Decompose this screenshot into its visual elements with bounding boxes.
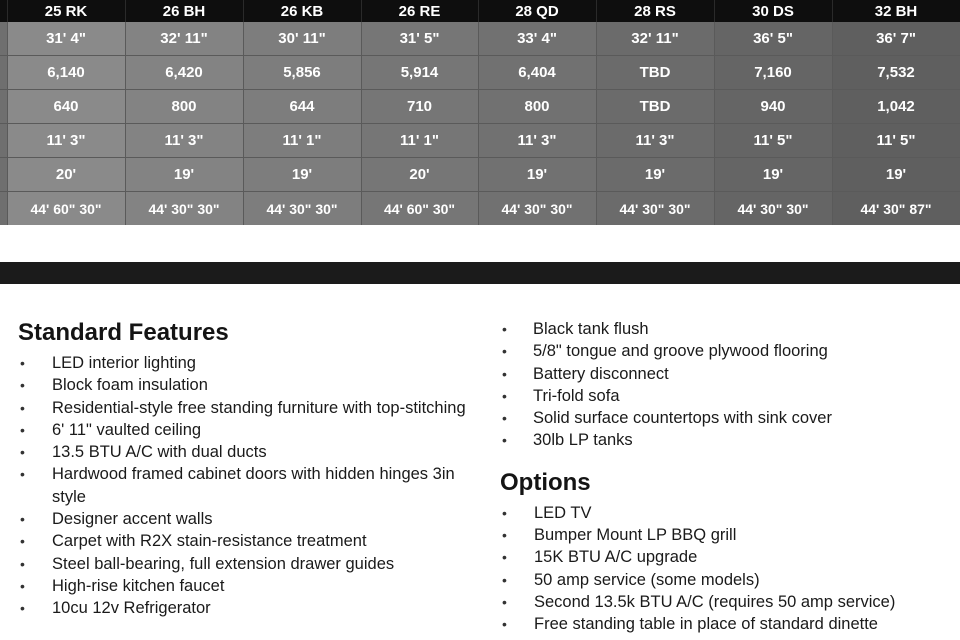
row-label-stub [0,124,7,158]
options-list [500,502,950,636]
list-item [500,407,950,429]
spec-cell: 1,042 [832,90,960,124]
spec-row [0,124,960,158]
spec-cell: 11' 5" [714,124,832,158]
list-item [500,613,950,635]
bullet-icon: • [502,593,507,610]
list-item [500,363,950,385]
list-item-text: Tri-fold sofa [533,386,620,405]
spec-row [0,56,960,90]
spec-cell: 6,420 [125,56,243,90]
list-item [500,318,950,340]
options-title: Options [500,468,591,496]
model-header: 26 KB [243,0,361,22]
spec-cell: 19' [125,158,243,192]
spec-row [0,192,960,226]
list-item-text: Solid surface countertops with sink cover [533,409,832,428]
spec-cell: TBD [596,56,714,90]
model-header: 30 DS [714,0,832,22]
list-item [18,553,480,575]
bullet-icon: • [20,355,25,371]
model-header: 28 QD [478,0,596,22]
spec-row [0,158,960,192]
spec-cell: 11' 3" [478,124,596,158]
list-item [500,385,950,407]
bullet-icon: • [502,549,507,566]
spec-cell: 800 [478,90,596,124]
spec-cell: 44' 60" 30" [361,192,478,226]
spec-cell: 32' 11" [596,22,714,56]
bullet-icon: • [20,377,25,394]
list-item [500,524,950,546]
spec-cell: 44' 30" 30" [125,192,243,226]
bullet-icon: • [20,555,25,572]
list-item-text: Black tank flush [533,320,649,338]
model-header: 28 RS [596,0,714,22]
spec-cell: 44' 60" 30" [7,192,125,226]
list-item [500,569,950,591]
list-item-text: Designer accent walls [52,510,213,529]
bullet-icon: • [20,511,25,528]
bullet-icon: • [502,365,507,382]
list-item-text: Free standing table in place of standard dinette [534,615,878,634]
bullet-icon: • [502,410,507,427]
list-item-text: Hardwood framed cabinet doors with hidden hinges 3in style [52,465,455,506]
model-header: 32 BH [832,0,960,22]
spec-cell: 6,140 [7,56,125,90]
list-item [500,546,950,568]
list-item-text: 50 amp service (some models) [534,570,760,589]
bullet-icon: • [502,571,507,588]
list-item [18,463,480,508]
list-item-text: Residential-style free standing furniture with top-stitching [52,398,466,417]
row-label-stub [0,56,7,90]
list-item-text: 6' 11" vaulted ceiling [52,420,202,439]
spec-cell: 44' 30" 30" [596,192,714,226]
spec-cell: 44' 30" 30" [243,192,361,226]
model-header-row [0,0,960,22]
list-item-text: LED TV [534,503,592,522]
spec-cell: 32' 11" [125,22,243,56]
bullet-icon: • [20,444,25,461]
bullet-icon: • [20,600,25,617]
spec-cell: 19' [243,158,361,192]
list-item-text: Carpet with R2X stain-resistance treatment [52,532,367,551]
spec-cell: 19' [714,158,832,192]
spec-cell: 36' 7" [832,22,960,56]
bullet-icon: • [502,432,507,449]
list-item [18,352,480,374]
spec-cell: 11' 5" [832,124,960,158]
bullet-icon: • [502,343,507,360]
list-item [500,591,950,613]
spec-cell: 640 [7,90,125,124]
list-item-text: 5/8" tongue and groove plywood flooring [533,342,828,361]
spec-row [0,90,960,124]
list-item-text: 10cu 12v Refrigerator [52,599,211,618]
list-item [18,441,480,463]
standard-features-continued-list [500,318,950,452]
list-item [18,397,480,419]
right-column [500,318,950,636]
spec-cell: 20' [7,158,125,192]
bullet-icon: • [20,533,25,550]
row-label-stub [0,0,7,22]
model-header: 26 RE [361,0,478,22]
list-item-text: Block foam insulation [52,376,208,395]
spec-row [0,22,960,56]
list-item [18,374,480,396]
list-item-text: High-rise kitchen faucet [52,576,225,595]
bullet-icon: • [502,504,507,521]
spec-cell: 5,914 [361,56,478,90]
spec-cell: 6,404 [478,56,596,90]
section-divider-band [0,262,960,284]
list-item-text: 13.5 BTU A/C with dual ducts [52,443,267,462]
spec-cell: 7,532 [832,56,960,90]
list-item-text: 30lb LP tanks [533,431,633,450]
spec-table [0,0,960,225]
spec-cell: 11' 3" [125,124,243,158]
spec-cell: 7,160 [714,56,832,90]
bullet-icon: • [20,577,25,594]
model-header: 26 BH [125,0,243,22]
spec-cell: 33' 4" [478,22,596,56]
model-header: 25 RK [7,0,125,22]
bullet-icon: • [20,421,25,438]
spec-cell: 800 [125,90,243,124]
row-label-stub [0,192,7,226]
spec-cell: 31' 5" [361,22,478,56]
standard-features-list [18,352,480,620]
spec-cell: 30' 11" [243,22,361,56]
spec-cell: 710 [361,90,478,124]
spec-cell: 940 [714,90,832,124]
spec-cell: 19' [478,158,596,192]
list-item-text: Steel ball-bearing, full extension drawer guides [52,554,395,573]
spec-cell: 44' 30" 30" [478,192,596,226]
bullet-icon: • [502,321,507,337]
spec-cell: 44' 30" 87" [832,192,960,226]
bullet-icon: • [502,387,507,404]
spec-cell: 36' 5" [714,22,832,56]
row-label-stub [0,158,7,192]
list-item [500,429,950,451]
row-label-stub [0,22,7,56]
list-item-text: Second 13.5k BTU A/C (requires 50 amp service) [534,592,896,611]
list-item [18,508,480,530]
bullet-icon: • [20,399,25,416]
spec-cell: 19' [596,158,714,192]
spec-cell: 11' 3" [596,124,714,158]
list-item [500,502,950,524]
spec-cell: 44' 30" 30" [714,192,832,226]
list-item [18,530,480,552]
row-label-stub [0,90,7,124]
list-item-text: LED interior lighting [52,354,196,372]
spec-cell: TBD [596,90,714,124]
spec-cell: 19' [832,158,960,192]
list-item-text: Bumper Mount LP BBQ grill [534,526,737,545]
list-item [18,419,480,441]
bullet-icon: • [502,616,507,633]
spec-cell: 11' 3" [7,124,125,158]
spec-cell: 644 [243,90,361,124]
spec-cell: 20' [361,158,478,192]
spec-cell: 11' 1" [243,124,361,158]
standard-features-title: Standard Features [18,319,229,346]
standard-features-section [18,318,480,620]
spec-cell: 11' 1" [361,124,478,158]
list-item [18,575,480,597]
spec-cell: 31' 4" [7,22,125,56]
spec-table-body [0,22,960,225]
list-item-text: 15K BTU A/C upgrade [534,548,698,567]
list-item-text: Battery disconnect [533,364,669,383]
list-item [18,597,480,619]
list-item [500,340,950,362]
bullet-icon: • [502,527,507,544]
bullet-icon: • [20,466,25,483]
spec-cell: 5,856 [243,56,361,90]
